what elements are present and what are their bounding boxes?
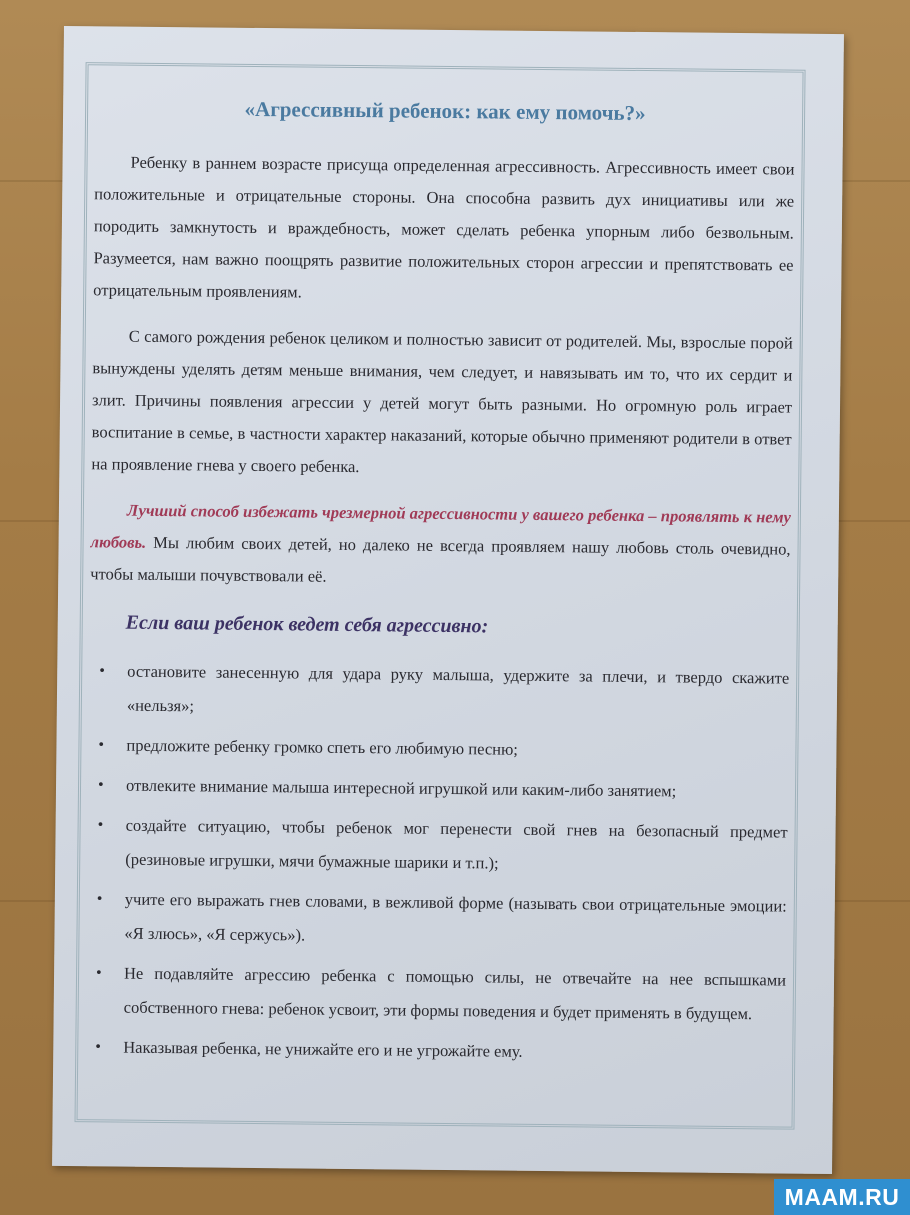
paper-sheet	[52, 26, 844, 1174]
list-item: • учите его выражать гнев словами, в вежливой форме (называть свои отрицательные эмоции: «Я злюсь», «Я сержусь»).	[110, 882, 787, 957]
list-item: • Не подавляйте агрессию ребенка с помощью силы, не отвечайте на нее вспышками собственного гнева: ребенок усвоит, эти формы поведения и будет применять в будущем.	[110, 956, 787, 1031]
paragraph-1: Ребенку в раннем возрасте присуща определенная агрессивность. Агрессивность имеет свои положительные и отрицательные стороны. Она способна развить дух инициативы или же породить замкнутость и враждебность, может сделать ребенка упорным либо безвольным. Разумеется, нам важно поощрять развитие положительных сторон агрессии и препятствовать ее отрицательным проявлениям.	[93, 152, 795, 302]
list-item: • создайте ситуацию, чтобы ребенок мог перенести свой гнев на безопасный предмет (резиновые игрушки, мячи бумажные шарики и т.п.);	[111, 808, 788, 883]
list-item: • Наказывая ребенка, не унижайте его и не угрожайте ему.	[109, 1030, 785, 1071]
list-item: • остановите занесенную для удара руку малыша, удержите за плечи, и твердо скажите «нельзя»;	[113, 654, 790, 729]
list-item: • предложите ребенку громко спеть его любимую песню;	[112, 728, 788, 769]
list-item: • отвлеките внимание малыша интересной игрушкой или каким-либо занятием;	[112, 768, 788, 809]
maam-watermark-logo: MAAM.RU	[774, 1179, 910, 1215]
document-title: «Агрессивный ребенок: как ему помочь?»	[244, 96, 646, 126]
subheading: Если ваш ребенок ведет себя агрессивно:	[125, 611, 489, 638]
advice-list	[85, 654, 789, 1071]
paragraph-2: С самого рождения ребенок целиком и полностью зависит от родителей. Мы, взрослые порой вынуждены уделять детям меньше внимания, чем следует, и навязывать им то, что их сердит и злит. Причины появления агрессии у детей могут быть разными. Но огромную роль играет воспитание в семье, в частности характер наказаний, которые обычно применяют родители в ответ на проявление гнева у своего ребенка.	[91, 326, 793, 477]
paragraph-3-rest: Мы любим своих детей, но далеко не всегда проявляем нашу любовь столь очевидно, чтобы малыши почувствовали её.	[90, 532, 791, 586]
paragraph-3-accent: Лучший способ избежать чрезмерной агрессивности у вашего ребенка – проявлять к нему любовь.	[90, 500, 791, 552]
paragraph-3	[90, 494, 791, 597]
document-body	[85, 94, 795, 1077]
